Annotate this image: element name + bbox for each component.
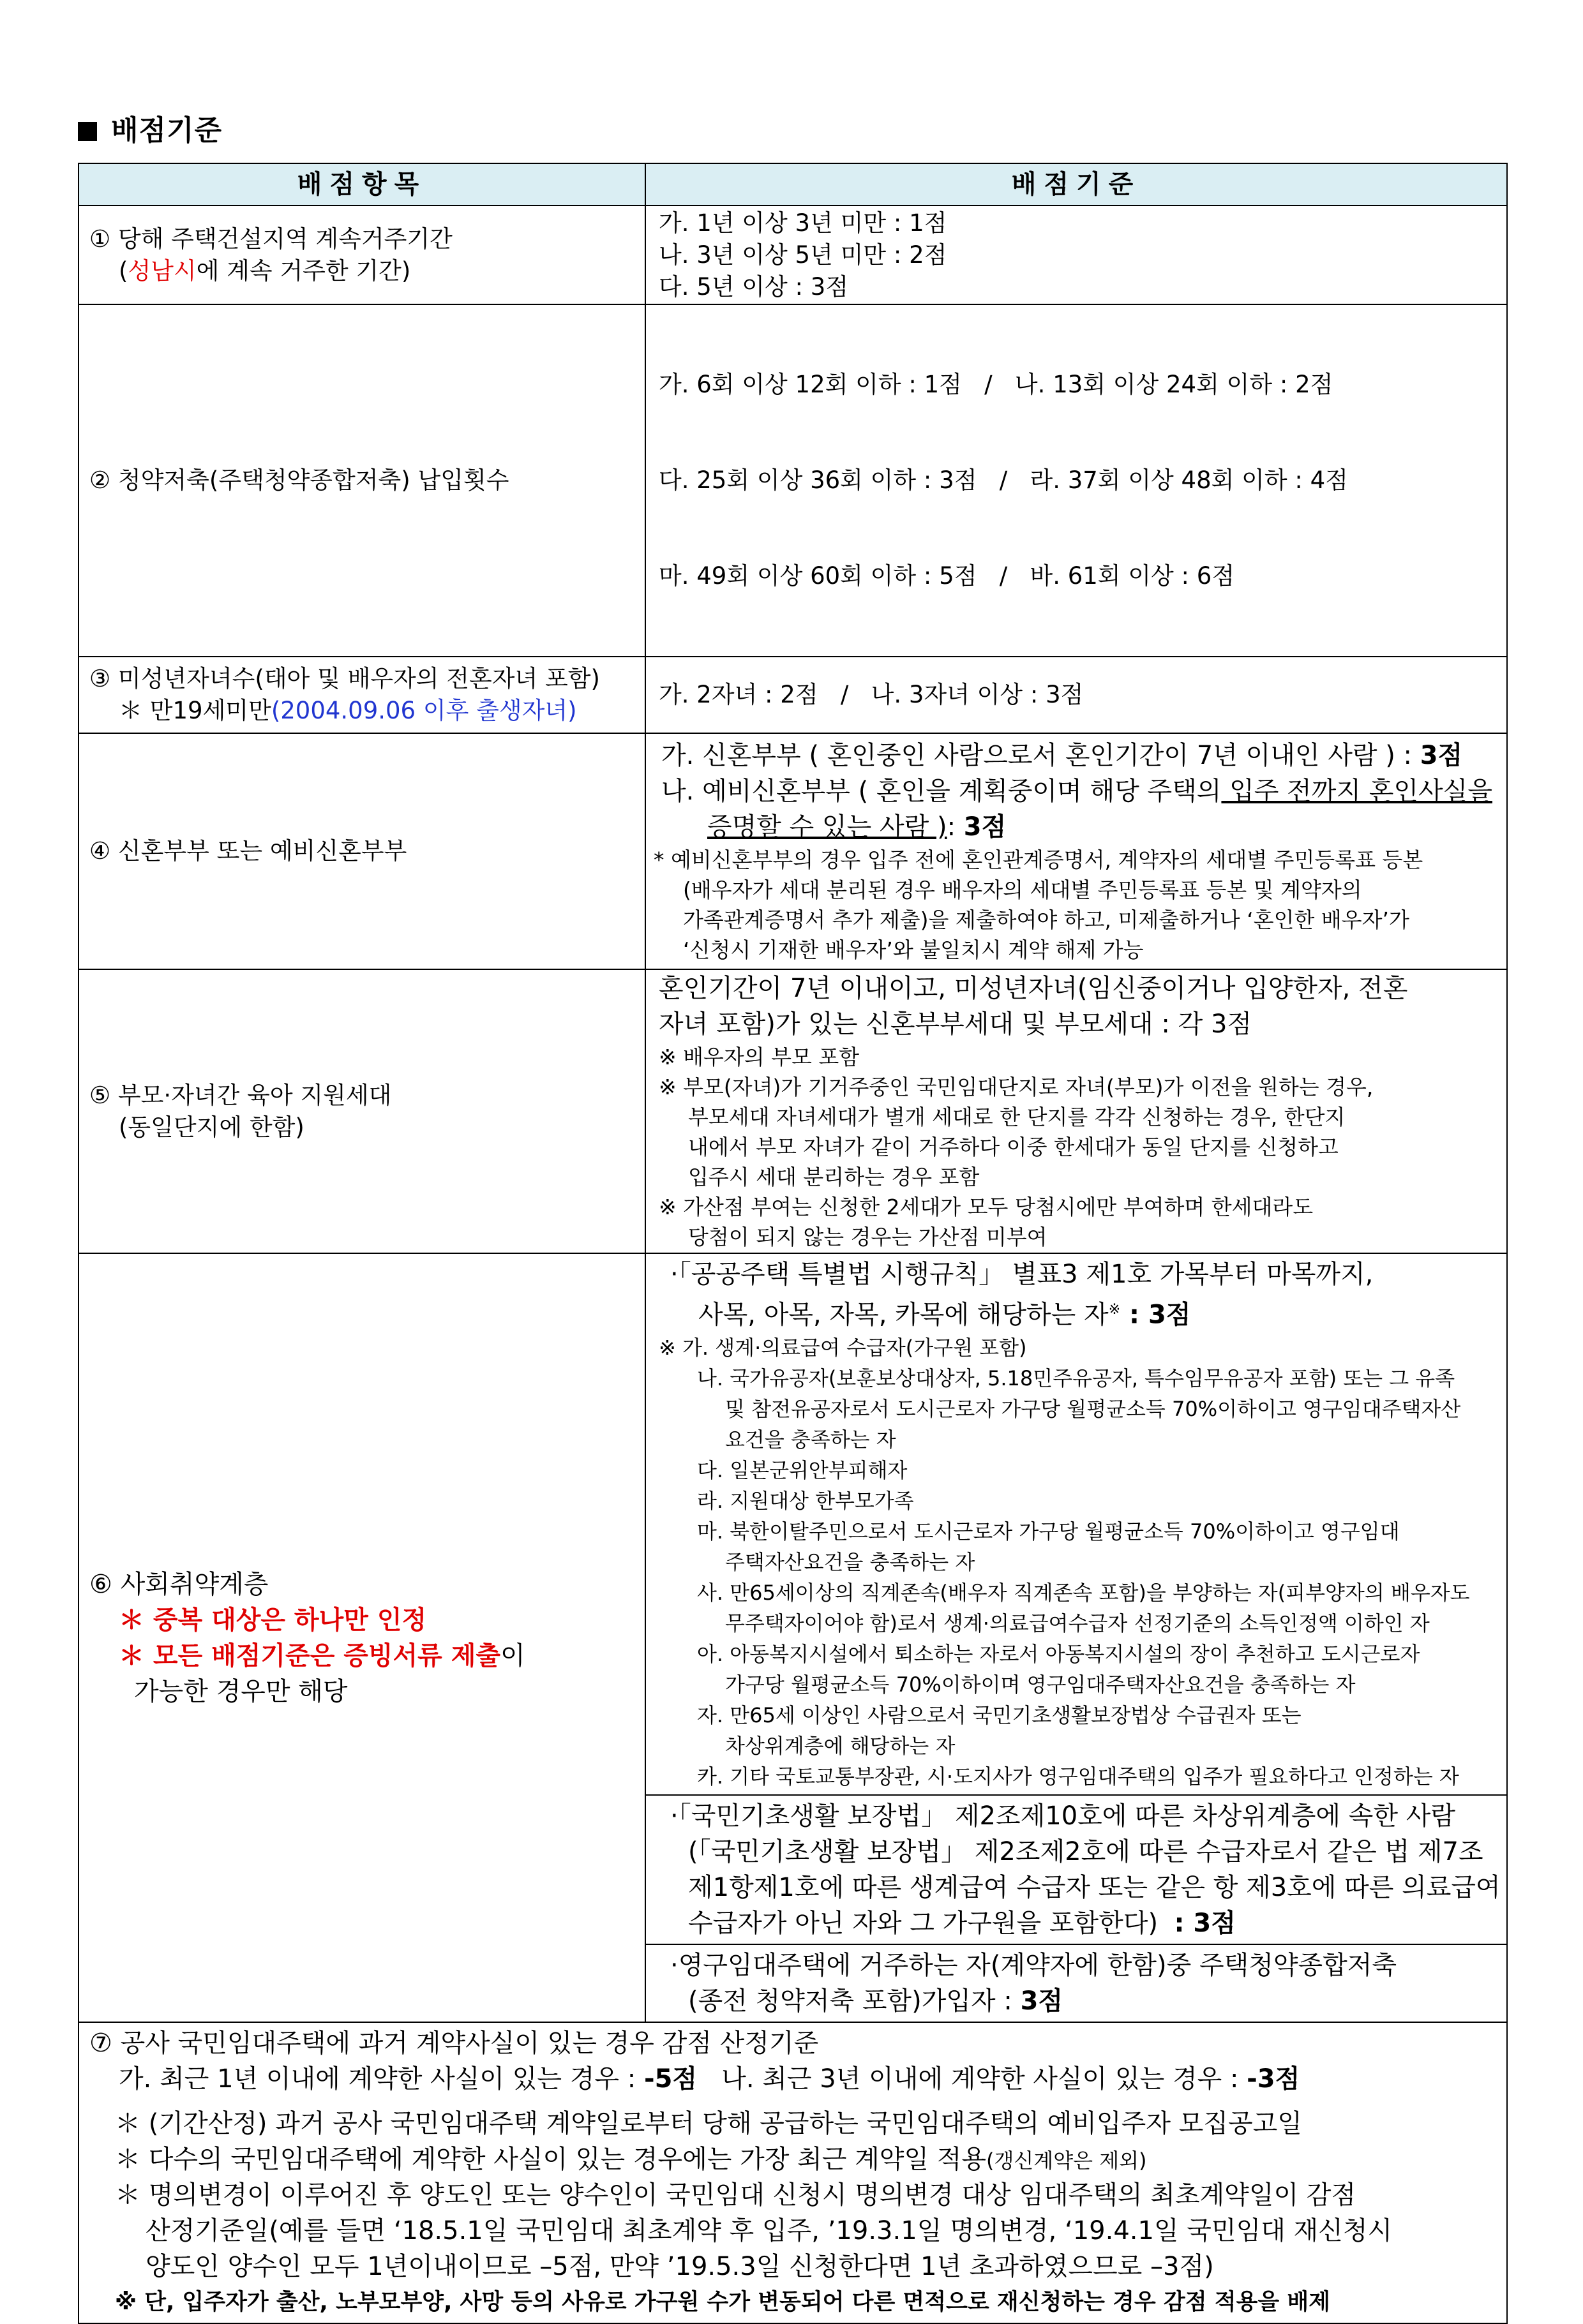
row1-criteria: 가. 1년 이상 3년 미만 : 1점 나. 3년 이상 5년 미만 : 2점 다. 5년 이상 : 3점 [645, 205, 1507, 304]
list-item: 차상위계층에 해당하는 자 [725, 1734, 956, 1759]
table-row [79, 2022, 1507, 2323]
row5-item: ⑤ 부모·자녀간 육아 지원세대 (동일단지에 한함) [79, 969, 645, 1253]
row2-item: ② 청약저축(주택청약종합저축) 납입횟수 [79, 304, 645, 657]
table-row [79, 304, 1507, 657]
header-criteria: 배점기준 [645, 163, 1507, 205]
list-item: 나. 국가유공자(보훈보상대상자, 5.18민주유공자, 특수임무유공자 포함) 또는 그 유족 [697, 1366, 1455, 1391]
list-item: 카. 기타 국토교통부장관, 시·도지사가 영구임대주택의 입주가 필요하다고 인정하는 자 [697, 1764, 1459, 1789]
social-class-list [659, 1332, 1494, 1792]
row3-criteria: 가. 2자녀 : 2점 / 나. 3자녀 이상 : 3점 [645, 657, 1507, 733]
table-row [79, 1253, 1507, 2022]
row7-deduction: ⑦ 공사 국민임대주택에 과거 계약사실이 있는 경우 감점 산정기준 가. 최근 1년 이내에 계약한 사실이 있는 경우 : -5점 나. 최근 3년 이내에 계약한 사실이 있는 경우 : -3점 ＊ (기간산정) 과거 공사 국민임대주택 계약일로부터 당해 공급하는 국민임대주택의 예비입주자 모집공고일 ＊ 다수의 국민임대주택에 계약한 사실이 있는 경우에는 가장 최근 계약일 적용(갱신계약은 제외) ＊ 명의변경이 이루어진 후 양도인 또는 양수인이 국민임대 신청시 명의변경 대상 임대주택의 최초계약일이 감점 산정기준일(예를 들면 ‘18.5.1일 국민임대 최초계약 후 입주, ’19.3.1일 명의변경, ‘19.4.1일 국민임대 재신청시 양도인 양수인 모두 1년이내이므로 –5점, 만약 ’19.5.3일 신청한다면 1년 초과하였으므로 –3점) ※ 단, 입주자가 출산, 노부모부양, 사망 등의 사유로 가구원 수가 변동되어 다른 면적으로 재신청하는 경우 감점 적용을 배제 [79, 2022, 1507, 2323]
row5-criteria: 혼인기간이 7년 이내이고, 미성년자녀(임신중이거나 입양한자, 전혼 자녀 포함)가 있는 신혼부부세대 및 부모세대 : 각 3점 ※ 배우자의 부모 포함 ※ 부모(자녀)가 기거주중인 국민임대단지로 자녀(부모)가 이전을 원하는 경우, 부모세대 자녀세대가 별개 세대로 한 단지를 각각 신청하는 경우, 한단지 내에서 부모 자녀가 같이 거주하다 이중 한세대가 동일 단지를 신청하고 입주시 세대 분리하는 경우 포함 ※ 가산점 부여는 신청한 2세대가 모두 당첨시에만 부여하며 한세대라도 당첨이 되지 않는 경우는 가산점 미부여 [645, 969, 1507, 1253]
section-heading: 배점기준 [78, 107, 222, 148]
table-header-row [79, 163, 1507, 205]
square-bullet-icon [78, 122, 97, 141]
list-item: 자. 만65세 이상인 사람으로서 국민기초생활보장법상 수급권자 또는 [697, 1703, 1302, 1728]
row4-criteria: 가. 신혼부부 ( 혼인중인 사람으로서 혼인기간이 7년 이내인 사람 ) : 3점 나. 예비신혼부부 ( 혼인을 계획중이며 해당 주택의 입주 전까지 혼인사실을 증명할 수 있는 사람 ): 3점 * 예비신혼부부의 경우 입주 전에 혼인관계증명서, 계약자의 세대별 주민등록표 등본 (배우자가 세대 분리된 경우 배우자의 세대별 주민등록표 등본 및 계약자의 가족관계증명서 추가 제출)을 제출하여야 하고, 미제출하거나 ‘혼인한 배우자’가 ‘신청시 기재한 배우자’와 불일치시 계약 해제 가능 [645, 733, 1507, 969]
row6-section-2: ·「국민기초생활 보장법」 제2조제10호에 따른 차상위계층에 속한 사람 (「국민기초생활 보장법」 제2조제2호에 따른 수급자로서 같은 법 제7조 제1항제1호에 따른 생계급여 수급자 또는 같은 항 제3호에 따른 의료급여 수급자가 아닌 자와 그 가구원을 포함한다) : 3점 [646, 1794, 1506, 1944]
table-row [79, 969, 1507, 1253]
row6-item: ⑥ 사회취약계층 ＊ 중복 대상은 하나만 인정 ＊ 모든 배점기준은 증빙서류 제출이 가능한 경우만 해당 [79, 1253, 645, 2022]
scoring-criteria-table [78, 163, 1508, 2324]
row1-item: ① 당해 주택건설지역 계속거주기간 (성남시에 계속 거주한 기간) [79, 205, 645, 304]
list-item: 가구당 월평균소득 70%이하이며 영구임대주택자산요건을 충족하는 자 [725, 1672, 1356, 1697]
table-row [79, 733, 1507, 969]
table-row [79, 205, 1507, 304]
list-item: 다. 일본군위안부피해자 [697, 1458, 908, 1483]
list-item: 및 참전유공자로서 도시근로자 가구당 월평균소득 70%이하이고 영구임대주택자산 [725, 1397, 1461, 1422]
row4-item: ④ 신혼부부 또는 예비신혼부부 [79, 733, 645, 969]
list-item: 라. 지원대상 한부모가족 [697, 1489, 914, 1514]
row3-item: ③ 미성년자녀수(태아 및 배우자의 전혼자녀 포함) ＊ 만19세미만(2004.09.06 이후 출생자녀) [79, 657, 645, 733]
table-row [79, 657, 1507, 733]
list-item: 주택자산요건을 충족하는 자 [725, 1550, 975, 1575]
list-item: 사. 만65세이상의 직계존속(배우자 직계존속 포함)을 부양하는 자(피부양자의 배우자도 [697, 1581, 1470, 1605]
list-item: ※ 가. 생계·의료급여 수급자(가구원 포함) [659, 1336, 1027, 1360]
list-item: 무주택자이어야 함)로서 생계·의료급여수급자 선정기준의 소득인정액 이하인 자 [725, 1611, 1430, 1636]
header-item: 배점항목 [79, 163, 645, 205]
row2-criteria: 가. 6회 이상 12회 이하 : 1점 / 나. 13회 이상 24회 이하 : 2점 다. 25회 이상 36회 이하 : 3점 / 라. 37회 이상 48회 이하 : 4점 마. 49회 이상 60회 이하 : 5점 / 바. 61회 이상 : 6점 [645, 304, 1507, 657]
row6-criteria [645, 1253, 1507, 2022]
list-item: 요건을 충족하는 자 [725, 1427, 896, 1452]
list-item: 마. 북한이탈주민으로서 도시근로자 가구당 월평균소득 70%이하이고 영구임대 [697, 1519, 1400, 1544]
row6-section-1: ·「공공주택 특별법 시행규칙」 별표3 제1호 가목부터 마목까지, 사목, 아목, 자목, 카목에 해당하는 자※ : 3점 ※ 가. 생계·의료급여 수급자(가구원 포함) 나. 국가유공자(보훈보상대상자, 5.18민주유공자, 특수임무유공자 포함) 또는 그 유족 및 참전유공자로서 도시근로자 가구당 월평균소득 70%이하이고 영구임대주택자산 요건을 충족하는 자 다. 일본군위안부피해자 라. 지원대상 한부모가족 마. 북한이탈주민으로서 도시근로자 가구당 월평균소득 70%이하이고 영구임대 주택자산요건을 충족하는 자 사. 만65세이상의 직계존속(배우자 직계존속 포함)을 부양하는 자(피부양자의 배우자도 무주택자이어야 함)로서 생계·의료급여수급자 선정기준의 소득인정액 이하인 자 아. 아동복지시설에서 퇴소하는 자로서 아동복지시설의 장이 추천하고 도시근로자 가구당 월평균소득 70%이하이며 영구임대주택자산요건을 충족하는 자 자. 만65세 이상인 사람으로서 국민기초생활보장법상 수급권자 또는 차상위계층에 해당하는 자 카. 기타 국토교통부장관, 시·도지사가 영구임대주택의 입주가 필요하다고 인정하는 자 [646, 1254, 1506, 1794]
row6-section-3: ·영구임대주택에 거주하는 자(계약자에 한함)중 주택청약종합저축 (종전 청약저축 포함)가입자 : 3점 [646, 1944, 1506, 2022]
list-item: 아. 아동복지시설에서 퇴소하는 자로서 아동복지시설의 장이 추천하고 도시근로자 [697, 1642, 1420, 1667]
